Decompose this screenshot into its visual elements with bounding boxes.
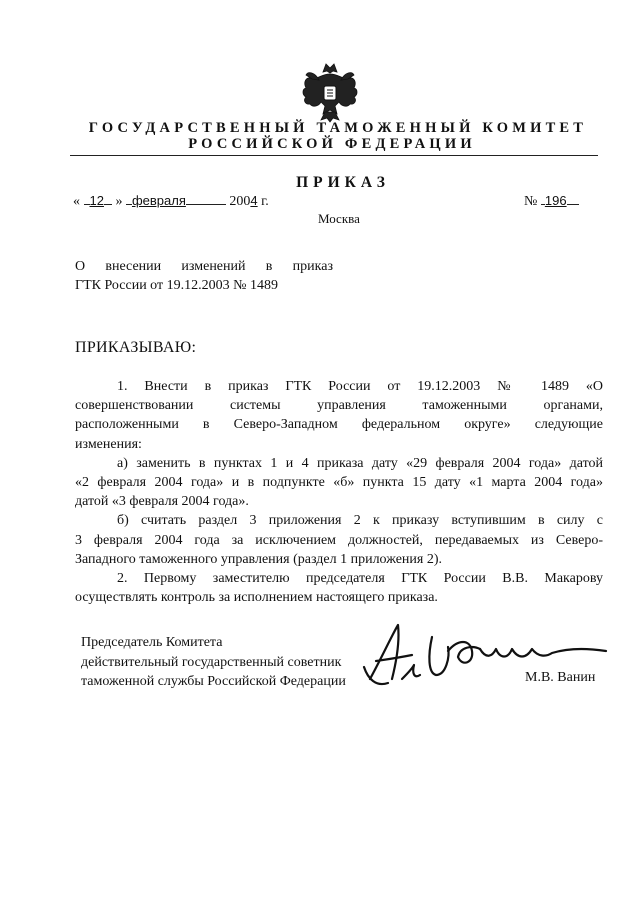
order-year-prefix: 200 [229, 194, 251, 209]
signatory-line: таможенной службы Российской Федерации [81, 674, 346, 689]
body-line: изменения: [75, 436, 142, 452]
body-line: «2 февраля 2004 года» и в подпункте «б» пункта 15 дату «1 марта 2004 года» [75, 475, 603, 491]
date-blank [104, 192, 112, 205]
body-line: 3 февраля 2004 года за исключением должностей, передаваемых из Северо- [75, 532, 603, 548]
signatory-title [81, 633, 346, 692]
order-number-value: 196 [544, 193, 567, 208]
date-quote-open: « [73, 194, 80, 209]
order-day: 12 [89, 193, 104, 208]
order-place: Москва [318, 211, 360, 226]
subject-line: ГТК России от 19.12.2003 № 1489 [75, 278, 278, 293]
date-blank [186, 192, 226, 205]
order-body [75, 377, 603, 607]
body-line: 1. Внести в приказ ГТК России от 19.12.2003 № 1489 «О [117, 379, 603, 394]
body-line: б) считать раздел 3 приложения 2 к приказу вступившим в силу с [117, 513, 603, 529]
body-line: расположенными в Северо-Западном федеральном округе» следующие [75, 417, 603, 433]
date-quote-close: » [115, 194, 123, 209]
header-divider [70, 155, 598, 156]
double-headed-eagle-icon [297, 62, 363, 124]
body-line: совершенствовании системы управления таможенными органами, [75, 398, 603, 414]
order-number [524, 192, 579, 210]
signatory-name: М.В. Ванин [525, 670, 596, 685]
order-subject [75, 257, 333, 295]
document-title: ПРИКАЗ [296, 174, 390, 191]
number-blank [567, 192, 579, 205]
organization-country: РОССИЙСКОЙ ФЕДЕРАЦИИ [188, 136, 476, 152]
body-line: Западного таможенного управления (раздел 1 приложения 2). [75, 551, 442, 567]
order-year-suffix: г. [261, 194, 269, 209]
organization-name: ГОСУДАРСТВЕННЫЙ ТАМОЖЕННЫЙ КОМИТЕТ [88, 120, 588, 136]
order-year-digit: 4 [250, 193, 258, 208]
directive-heading: ПРИКАЗЫВАЮ: [75, 339, 197, 356]
body-line: а) заменить в пунктах 1 и 4 приказа дату «29 февраля 2004 года» датой [117, 455, 603, 471]
body-line: осуществлять контроль за исполнением настоящего приказа. [75, 590, 438, 606]
signatory-line: действительный государственный советник [81, 654, 342, 670]
order-date [73, 192, 269, 210]
body-line: датой «3 февраля 2004 года». [75, 494, 249, 510]
order-month: февраля [131, 193, 186, 208]
body-line: 2. Первому заместителю председателя ГТК России В.В. Макарову [117, 571, 603, 587]
number-label: № [524, 194, 538, 209]
subject-line: О внесении изменений в приказ [75, 259, 333, 274]
signatory-line: Председатель Комитета [81, 635, 223, 650]
